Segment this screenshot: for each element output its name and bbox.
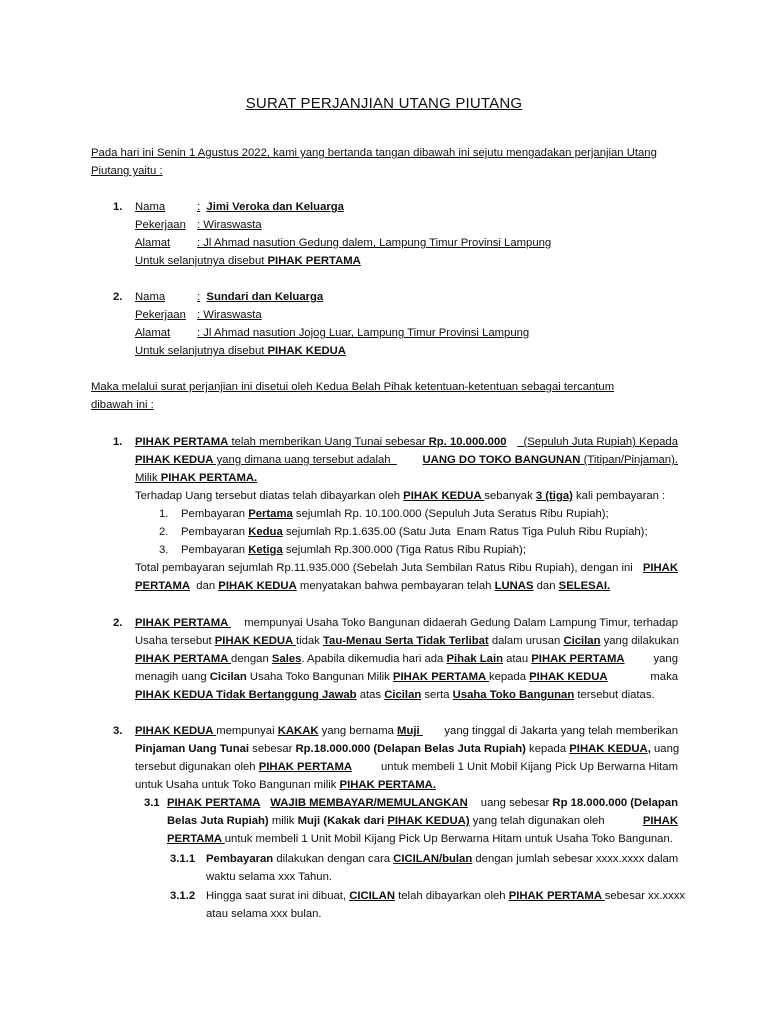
party-2-pekerjaan (135, 306, 262, 324)
text-span: yang (650, 653, 678, 665)
muji-ref: Muji (397, 725, 423, 737)
subclause-3-1-1 (206, 850, 678, 886)
text-span: Terhadap Uang tersebut diatas telah dibayarkan oleh (135, 490, 404, 502)
uang-do-ref: UANG DO TOKO BANGUNAN (422, 454, 581, 466)
clause-1-line-4 (135, 487, 678, 505)
designation-value: PIHAK PERTAMA (267, 255, 361, 267)
text-span: tersebut digunakan oleh (135, 761, 259, 773)
text-span: yang dimana uang tersebut adalah (213, 454, 397, 466)
subclause-3-1-number: 3.1 (144, 797, 160, 809)
text-span: uang sebesar (477, 797, 553, 809)
text-span: Usaha tersebut (135, 635, 215, 647)
text-span: serta (421, 689, 453, 701)
party-2-alamat (135, 324, 529, 342)
text-span: Pembayaran (181, 526, 249, 538)
text-span: sebesar (249, 743, 296, 755)
pihak-pertama-ref: PIHAK PERTAMA (135, 436, 229, 448)
text-span: yang tinggal di Jakarta yang telah memberikan (444, 725, 678, 737)
pihak-kedua-ref: PIHAK KEDUA (529, 671, 608, 683)
nama-label: Nama (135, 201, 166, 213)
text-span: mempunyai Usaha Toko Bangunan didaerah Gedung Dalam Lampung Timur, terhadap (244, 617, 678, 629)
pihak-ref: PIHAK (642, 562, 678, 574)
payment-item (135, 523, 678, 541)
text-span: sejumlah Rp.1.635.00 (Satu Juta Enam Ratus Tiga Puluh Ribu Rupiah); (282, 526, 648, 538)
text-span: yang bernama (318, 725, 398, 737)
text-span: mempunyai (216, 725, 278, 737)
clause-2-line-2 (135, 632, 678, 650)
pihak-ref: PIHAK (642, 815, 678, 827)
pihak-kedua-ref: PIHAK KEDUA (214, 635, 296, 647)
pihak-kedua-ref: PIHAK KEDUA (135, 454, 214, 466)
subclause-3-1-2-line-1 (206, 887, 686, 905)
clause-3-line-3 (135, 758, 678, 776)
payment-number: 3. (159, 544, 169, 556)
text-span: (Sepuluh Juta Rupiah) Kepada (517, 436, 678, 448)
muji-ref: Muji (Kakak dari (297, 815, 388, 827)
clause-2-line-5 (135, 686, 678, 704)
text-span: sebesar xx.xxxx (604, 890, 686, 902)
clause-3-line-4 (135, 776, 678, 794)
colon: : (197, 201, 201, 213)
text-span: sebanyak (484, 490, 536, 502)
pihak-kedua-ref: PIHAK KEDUA (218, 580, 297, 592)
wajib-membayar-ref: WAJIB MEMBAYAR/MEMULANGKAN (270, 797, 468, 809)
alamat-label: Alamat (135, 327, 171, 339)
amount: Rp.18.000.000 (Delapan Belas Juta Rupiah) (295, 743, 526, 755)
payment-item (135, 505, 678, 523)
party-1-alamat (135, 234, 551, 252)
pihak-pertama-ref: PIHAK PERTAMA. (339, 779, 436, 791)
text-span: (Titipan/Pinjaman). (580, 454, 678, 466)
clause-1-line-8 (135, 559, 678, 577)
clause-3-line-1 (135, 722, 678, 740)
text-span: untuk Usaha untuk Toko Bangunan milik (135, 779, 340, 791)
pihak-pertama-ref: PIHAK PERTAMA (258, 761, 353, 773)
party-2-name: Sundari dan Keluarga (206, 291, 324, 303)
text-span: yang telah digunakan oleh (469, 815, 608, 827)
party-1-address: : Jl Ahmad nasution Gedung dalem, Lampung Timur Provinsi Lampung (197, 237, 552, 249)
text-span: tidak (295, 635, 323, 647)
clause-2-line-3 (135, 650, 678, 668)
payment-number: 2. (159, 526, 169, 538)
text-span: dalam urusan (488, 635, 564, 647)
designation-prefix: Untuk selanjutnya disebut (135, 345, 268, 357)
colon: : (197, 291, 201, 303)
pihak-kedua-ref: PIHAK KEDUA) (387, 815, 470, 827)
nama-label: Nama (135, 291, 166, 303)
document-title: SURAT PERJANJIAN UTANG PIUTANG (245, 95, 523, 112)
payment-ordinal: Ketiga (248, 544, 283, 556)
text-span: sejumlah Rp.300.000 (Tiga Ratus Ribu Rupiah); (282, 544, 526, 556)
text-span: kali pembayaran : (572, 490, 666, 502)
cicilan-ref: CICILAN/bulan (393, 853, 473, 865)
text-span: telah memberikan Uang Tunai sebesar (228, 436, 429, 448)
text-span: untuk membeli 1 Unit Mobil Kijang Pick Up Berwarna Hitam untuk Usaha Toko Bangunan. (224, 833, 673, 845)
clause-1 (135, 433, 678, 595)
pihak-kedua-ref: PIHAK KEDUA, (569, 743, 651, 755)
pihak-pertama-ref: PIHAK PERTAMA. (160, 472, 258, 484)
kakak-ref: KAKAK (277, 725, 319, 737)
subclause-3-1-line-2 (167, 812, 678, 830)
party-1-job: : Wiraswasta (197, 219, 262, 231)
text-span: untuk membeli 1 Unit Mobil Kijang Pick Up Berwarna Hitam (377, 761, 678, 773)
text-span: menyatakan bahwa pembayaran telah (296, 580, 495, 592)
amount: Rp. 10.000.000 (428, 436, 507, 448)
clause-1-number: 1. (113, 436, 123, 448)
cicilan-ref: Cicilan (209, 671, 247, 683)
text-span: dengan (231, 653, 272, 665)
pihak-pertama-ref: PIHAK PERTAMA (508, 890, 605, 902)
party-2-number: 2. (113, 291, 123, 303)
pihak-lain-ref: Pihak Lain (446, 653, 503, 665)
subclause-3-1-2-line-2: atau selama xxx bulan. (206, 908, 322, 920)
subclause-3-1-2 (206, 887, 686, 923)
clause-3-number: 3. (113, 725, 123, 737)
clause-3 (135, 722, 678, 794)
pertama-ref: PERTAMA (135, 580, 191, 592)
selesai-ref: SELESAI. (558, 580, 611, 592)
text-span: atas (356, 689, 385, 701)
party-1-pekerjaan (135, 216, 262, 234)
text-span: dan (533, 580, 559, 592)
text-span: menagih uang (135, 671, 210, 683)
party-2-designation (135, 342, 346, 360)
text-span: telah dibayarkan oleh (395, 890, 509, 902)
pertama-ref: PERTAMA (167, 833, 225, 845)
subclause-3-1-line-3 (167, 830, 678, 848)
lunas-ref: LUNAS (494, 580, 534, 592)
amount: Rp 18.000.000 (Delapan (552, 797, 678, 809)
party-1-designation (135, 252, 361, 270)
maka-line-1: Maka melalui surat perjanjian ini disetui oleh Kedua Belah Pihak ketentuan-ketentuan sebagai tercantum (91, 381, 615, 393)
text-span: kepada (488, 671, 530, 683)
subclause-3-1-1-line-1 (206, 850, 678, 868)
party-2-job: : Wiraswasta (197, 309, 262, 321)
tidak-bertanggung-jawab-ref: PIHAK KEDUA Tidak Bertanggung Jawab (135, 689, 357, 701)
intro-line-2: Piutang yaitu : (91, 165, 163, 177)
payment-ordinal: Pertama (248, 508, 293, 520)
subclause-3-1-line-1 (167, 794, 678, 812)
text-span: Usaha Toko Bangunan Milik (246, 671, 393, 683)
clause-2-number: 2. (113, 617, 123, 629)
cicilan-ref: CICILAN (349, 890, 395, 902)
party-1-number: 1. (113, 201, 123, 213)
text-span: milik (268, 815, 298, 827)
text-span: yang dilakukan (600, 635, 679, 647)
payment-ordinal: Kedua (248, 526, 283, 538)
clause-2-line-1 (135, 614, 678, 632)
clause-2-line-4 (135, 668, 678, 686)
pihak-pertama-ref: PIHAK PERTAMA (531, 653, 625, 665)
text-span: maka (647, 671, 678, 683)
payment-count: 3 (tiga) (535, 490, 573, 502)
party-2-nama (135, 288, 323, 306)
pihak-pertama-ref: PIHAK PERTAMA (392, 671, 489, 683)
sales-ref: Sales (271, 653, 302, 665)
pihak-pertama-ref: PIHAK PERTAMA (135, 617, 232, 629)
subclause-3-1-2-number: 3.1.2 (170, 890, 196, 902)
text-span: sejumlah Rp. 10.100.000 (Sepuluh Juta Seratus Ribu Rupiah); (292, 508, 609, 520)
amount: Belas Juta Rupiah) (167, 815, 269, 827)
designation-prefix: Untuk selanjutnya disebut (135, 255, 268, 267)
text-span: dilakukan dengan cara (273, 853, 394, 865)
text-span: Milik (135, 472, 161, 484)
pekerjaan-label: Pekerjaan (135, 309, 186, 321)
party-1-name: Jimi Veroka dan Keluarga (206, 201, 344, 213)
text-span: . Apabila dikemudia hari ada (301, 653, 447, 665)
pembayaran-ref: Pembayaran (206, 853, 274, 865)
cicilan-ref: Cicilan (384, 689, 422, 701)
pihak-pertama-ref: PIHAK PERTAMA (167, 797, 261, 809)
text-span: tersebut diatas. (574, 689, 655, 701)
clause-1-line-9 (135, 577, 678, 595)
text-span: atau (503, 653, 532, 665)
clause-3-line-2 (135, 740, 678, 758)
text-span: kepada (525, 743, 570, 755)
cicilan-ref: Cicilan (563, 635, 601, 647)
payment-item (135, 541, 678, 559)
party-1-nama (135, 198, 344, 216)
pinjaman-ref: Pinjaman Uang Tunai (135, 743, 250, 755)
intro-line-1: Pada hari ini Senin 1 Agustus 2022, kami yang bertanda tangan dibawah ini sejutu mengadakan perjanjian Utang (91, 147, 657, 159)
text-span: uang (650, 743, 680, 755)
alamat-label: Alamat (135, 237, 171, 249)
pekerjaan-label: Pekerjaan (135, 219, 186, 231)
subclause-3-1-1-line-2: waktu selama xxx Tahun. (206, 871, 333, 883)
text-span: Hingga saat surat ini dibuat, (206, 890, 350, 902)
pihak-kedua-ref: PIHAK KEDUA (135, 725, 217, 737)
clause-1-line-1 (135, 433, 678, 451)
tau-menau-ref: Tau-Menau Serta Tidak Terlibat (322, 635, 489, 647)
text-span: Pembayaran (181, 544, 249, 556)
party-2-address: : Jl Ahmad nasution Jojog Luar, Lampung Timur Provinsi Lampung (197, 327, 530, 339)
clause-2 (135, 614, 678, 704)
payment-number: 1. (159, 508, 169, 520)
subclause-3-1-1-number: 3.1.1 (170, 853, 196, 865)
text-span: dengan jumlah sebesar xxxx.xxxx dalam (472, 853, 679, 865)
clause-1-line-3 (135, 469, 678, 487)
text-span: Pembayaran (181, 508, 249, 520)
subclause-3-1 (167, 794, 678, 848)
text-span: dan (190, 580, 219, 592)
pihak-pertama-ref: PIHAK PERTAMA (135, 653, 232, 665)
maka-line-2: dibawah ini : (91, 399, 154, 411)
text-span: Total pembayaran sejumlah Rp.11.935.000 (Sebelah Juta Sembilan Ratus Ribu Rupiah), dengan ini (135, 562, 636, 574)
pihak-kedua-ref: PIHAK KEDUA (403, 490, 485, 502)
clause-1-line-2 (135, 451, 678, 469)
designation-value: PIHAK KEDUA (267, 345, 346, 357)
usaha-toko-ref: Usaha Toko Bangunan (452, 689, 575, 701)
